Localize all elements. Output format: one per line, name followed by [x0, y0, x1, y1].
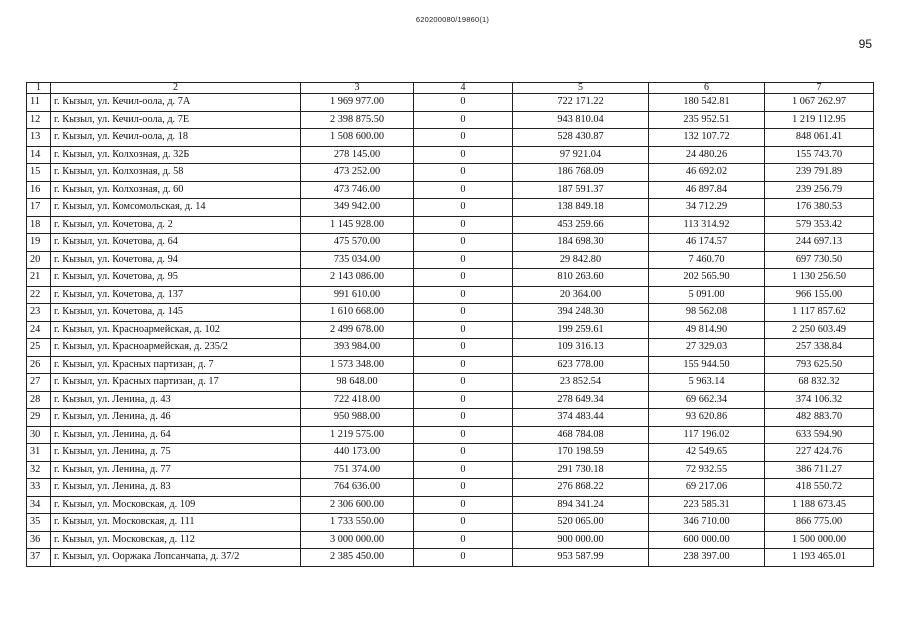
value-cell: 848 061.41	[765, 129, 874, 147]
value-cell: 1 219 112.95	[765, 111, 874, 129]
row-number-cell: 24	[27, 321, 51, 339]
address-cell: г. Кызыл, ул. Красных партизан, д. 7	[51, 356, 301, 374]
address-cell: г. Кызыл, ул. Кочетова, д. 64	[51, 234, 301, 252]
value-cell: 0	[414, 199, 513, 217]
value-cell: 894 341.24	[513, 496, 649, 514]
value-cell: 623 778.00	[513, 356, 649, 374]
address-cell: г. Кызыл, ул. Ленина, д. 64	[51, 426, 301, 444]
value-cell: 5 091.00	[649, 286, 765, 304]
row-number-cell: 18	[27, 216, 51, 234]
table-row	[27, 216, 874, 234]
value-cell: 0	[414, 514, 513, 532]
data-table	[26, 82, 874, 567]
value-cell: 278 649.34	[513, 391, 649, 409]
value-cell: 0	[414, 234, 513, 252]
value-cell: 966 155.00	[765, 286, 874, 304]
value-cell: 346 710.00	[649, 514, 765, 532]
row-number-cell: 32	[27, 461, 51, 479]
value-cell: 138 849.18	[513, 199, 649, 217]
column-header: 5	[513, 83, 649, 94]
value-cell: 0	[414, 146, 513, 164]
value-cell: 440 173.00	[301, 444, 414, 462]
table-row	[27, 164, 874, 182]
value-cell: 69 662.34	[649, 391, 765, 409]
row-number-cell: 27	[27, 374, 51, 392]
address-cell: г. Кызыл, ул. Кечил-оола, д. 18	[51, 129, 301, 147]
column-header: 2	[51, 83, 301, 94]
table-row	[27, 339, 874, 357]
value-cell: 170 198.59	[513, 444, 649, 462]
value-cell: 187 591.37	[513, 181, 649, 199]
value-cell: 600 000.00	[649, 531, 765, 549]
table-header-row	[27, 83, 874, 94]
value-cell: 2 385 450.00	[301, 549, 414, 567]
value-cell: 2 306 600.00	[301, 496, 414, 514]
value-cell: 69 217.06	[649, 479, 765, 497]
row-number-cell: 22	[27, 286, 51, 304]
value-cell: 23 852.54	[513, 374, 649, 392]
row-number-cell: 14	[27, 146, 51, 164]
value-cell: 0	[414, 409, 513, 427]
value-cell: 239 256.79	[765, 181, 874, 199]
value-cell: 1 130 256.50	[765, 269, 874, 287]
address-cell: г. Кызыл, ул. Ленина, д. 77	[51, 461, 301, 479]
value-cell: 0	[414, 444, 513, 462]
table-row	[27, 286, 874, 304]
row-number-cell: 19	[27, 234, 51, 252]
column-header: 3	[301, 83, 414, 94]
address-cell: г. Кызыл, ул. Ленина, д. 43	[51, 391, 301, 409]
address-cell: г. Кызыл, ул. Кочетова, д. 145	[51, 304, 301, 322]
table-row	[27, 111, 874, 129]
value-cell: 793 625.50	[765, 356, 874, 374]
value-cell: 2 143 086.00	[301, 269, 414, 287]
value-cell: 27 329.03	[649, 339, 765, 357]
value-cell: 199 259.61	[513, 321, 649, 339]
value-cell: 0	[414, 479, 513, 497]
row-number-cell: 11	[27, 94, 51, 112]
value-cell: 866 775.00	[765, 514, 874, 532]
value-cell: 0	[414, 111, 513, 129]
address-cell: г. Кызыл, ул. Кочетова, д. 2	[51, 216, 301, 234]
table-row	[27, 356, 874, 374]
value-cell: 1 145 928.00	[301, 216, 414, 234]
table-row	[27, 304, 874, 322]
value-cell: 0	[414, 531, 513, 549]
value-cell: 235 952.51	[649, 111, 765, 129]
table-row	[27, 234, 874, 252]
value-cell: 418 550.72	[765, 479, 874, 497]
address-cell: г. Кызыл, ул. Московская, д. 109	[51, 496, 301, 514]
address-cell: г. Кызыл, ул. Ленина, д. 46	[51, 409, 301, 427]
value-cell: 751 374.00	[301, 461, 414, 479]
row-number-cell: 12	[27, 111, 51, 129]
value-cell: 393 984.00	[301, 339, 414, 357]
value-cell: 0	[414, 181, 513, 199]
page-number: 95	[858, 37, 872, 51]
column-header: 4	[414, 83, 513, 94]
value-cell: 98 648.00	[301, 374, 414, 392]
table-row	[27, 269, 874, 287]
value-cell: 0	[414, 339, 513, 357]
value-cell: 176 380.53	[765, 199, 874, 217]
value-cell: 98 562.08	[649, 304, 765, 322]
address-cell: г. Кызыл, ул. Кочетова, д. 137	[51, 286, 301, 304]
document-id: 620200080/19860(1)	[415, 15, 490, 24]
row-number-cell: 21	[27, 269, 51, 287]
row-number-cell: 36	[27, 531, 51, 549]
value-cell: 238 397.00	[649, 549, 765, 567]
address-cell: г. Кызыл, ул. Колхозная, д. 32Б	[51, 146, 301, 164]
value-cell: 29 842.80	[513, 251, 649, 269]
address-cell: г. Кызыл, ул. Колхозная, д. 58	[51, 164, 301, 182]
value-cell: 132 107.72	[649, 129, 765, 147]
value-cell: 1 508 600.00	[301, 129, 414, 147]
row-number-cell: 20	[27, 251, 51, 269]
row-number-cell: 29	[27, 409, 51, 427]
value-cell: 0	[414, 391, 513, 409]
value-cell: 482 883.70	[765, 409, 874, 427]
value-cell: 0	[414, 321, 513, 339]
value-cell: 46 174.57	[649, 234, 765, 252]
value-cell: 633 594.90	[765, 426, 874, 444]
value-cell: 1 117 857.62	[765, 304, 874, 322]
address-cell: г. Кызыл, ул. Красноармейская, д. 102	[51, 321, 301, 339]
value-cell: 0	[414, 549, 513, 567]
value-cell: 0	[414, 356, 513, 374]
value-cell: 109 316.13	[513, 339, 649, 357]
value-cell: 0	[414, 496, 513, 514]
address-cell: г. Кызыл, ул. Кочетова, д. 95	[51, 269, 301, 287]
value-cell: 0	[414, 286, 513, 304]
value-cell: 34 712.29	[649, 199, 765, 217]
table-row	[27, 549, 874, 567]
value-cell: 0	[414, 164, 513, 182]
value-cell: 46 692.02	[649, 164, 765, 182]
value-cell: 5 963.14	[649, 374, 765, 392]
address-cell: г. Кызыл, ул. Кечил-оола, д. 7А	[51, 94, 301, 112]
value-cell: 0	[414, 94, 513, 112]
value-cell: 722 418.00	[301, 391, 414, 409]
address-cell: г. Кызыл, ул. Ооржака Лопсанчапа, д. 37/2	[51, 549, 301, 567]
value-cell: 468 784.08	[513, 426, 649, 444]
value-cell: 0	[414, 374, 513, 392]
address-cell: г. Кызыл, ул. Комсомольская, д. 14	[51, 199, 301, 217]
value-cell: 0	[414, 461, 513, 479]
value-cell: 1 219 575.00	[301, 426, 414, 444]
address-cell: г. Кызыл, ул. Московская, д. 112	[51, 531, 301, 549]
value-cell: 24 480.26	[649, 146, 765, 164]
column-header: 6	[649, 83, 765, 94]
value-cell: 953 587.99	[513, 549, 649, 567]
row-number-cell: 13	[27, 129, 51, 147]
value-cell: 0	[414, 426, 513, 444]
value-cell: 1 733 550.00	[301, 514, 414, 532]
value-cell: 386 711.27	[765, 461, 874, 479]
value-cell: 900 000.00	[513, 531, 649, 549]
address-cell: г. Кызыл, ул. Колхозная, д. 60	[51, 181, 301, 199]
value-cell: 68 832.32	[765, 374, 874, 392]
value-cell: 1 193 465.01	[765, 549, 874, 567]
value-cell: 1 969 977.00	[301, 94, 414, 112]
table-body	[27, 94, 874, 567]
table-row	[27, 94, 874, 112]
value-cell: 72 932.55	[649, 461, 765, 479]
value-cell: 579 353.42	[765, 216, 874, 234]
value-cell: 2 499 678.00	[301, 321, 414, 339]
value-cell: 239 791.89	[765, 164, 874, 182]
value-cell: 117 196.02	[649, 426, 765, 444]
value-cell: 0	[414, 269, 513, 287]
table-row	[27, 531, 874, 549]
address-cell: г. Кызыл, ул. Красных партизан, д. 17	[51, 374, 301, 392]
value-cell: 93 620.86	[649, 409, 765, 427]
value-cell: 394 248.30	[513, 304, 649, 322]
value-cell: 528 430.87	[513, 129, 649, 147]
table-row	[27, 496, 874, 514]
column-header: 1	[27, 83, 51, 94]
value-cell: 155 944.50	[649, 356, 765, 374]
value-cell: 0	[414, 216, 513, 234]
row-number-cell: 17	[27, 199, 51, 217]
value-cell: 244 697.13	[765, 234, 874, 252]
value-cell: 1 610 668.00	[301, 304, 414, 322]
value-cell: 697 730.50	[765, 251, 874, 269]
row-number-cell: 34	[27, 496, 51, 514]
address-cell: г. Кызыл, ул. Кечил-оола, д. 7Е	[51, 111, 301, 129]
value-cell: 1 500 000.00	[765, 531, 874, 549]
value-cell: 202 565.90	[649, 269, 765, 287]
value-cell: 2 398 875.50	[301, 111, 414, 129]
row-number-cell: 31	[27, 444, 51, 462]
value-cell: 1 067 262.97	[765, 94, 874, 112]
value-cell: 520 065.00	[513, 514, 649, 532]
address-cell: г. Кызыл, ул. Ленина, д. 83	[51, 479, 301, 497]
value-cell: 180 542.81	[649, 94, 765, 112]
value-cell: 184 698.30	[513, 234, 649, 252]
value-cell: 113 314.92	[649, 216, 765, 234]
value-cell: 1 573 348.00	[301, 356, 414, 374]
table-row	[27, 426, 874, 444]
value-cell: 991 610.00	[301, 286, 414, 304]
value-cell: 1 188 673.45	[765, 496, 874, 514]
row-number-cell: 37	[27, 549, 51, 567]
value-cell: 223 585.31	[649, 496, 765, 514]
table-row	[27, 146, 874, 164]
column-header: 7	[765, 83, 874, 94]
value-cell: 42 549.65	[649, 444, 765, 462]
value-cell: 735 034.00	[301, 251, 414, 269]
row-number-cell: 33	[27, 479, 51, 497]
table-row	[27, 461, 874, 479]
value-cell: 349 942.00	[301, 199, 414, 217]
value-cell: 764 636.00	[301, 479, 414, 497]
value-cell: 0	[414, 304, 513, 322]
value-cell: 950 988.00	[301, 409, 414, 427]
address-cell: г. Кызыл, ул. Кочетова, д. 94	[51, 251, 301, 269]
address-cell: г. Кызыл, ул. Ленина, д. 75	[51, 444, 301, 462]
value-cell: 20 364.00	[513, 286, 649, 304]
value-cell: 453 259.66	[513, 216, 649, 234]
value-cell: 291 730.18	[513, 461, 649, 479]
value-cell: 0	[414, 251, 513, 269]
value-cell: 7 460.70	[649, 251, 765, 269]
value-cell: 2 250 603.49	[765, 321, 874, 339]
value-cell: 46 897.84	[649, 181, 765, 199]
value-cell: 97 921.04	[513, 146, 649, 164]
table-row	[27, 181, 874, 199]
value-cell: 49 814.90	[649, 321, 765, 339]
table-row	[27, 409, 874, 427]
value-cell: 0	[414, 129, 513, 147]
value-cell: 155 743.70	[765, 146, 874, 164]
table-row	[27, 321, 874, 339]
value-cell: 186 768.09	[513, 164, 649, 182]
value-cell: 473 252.00	[301, 164, 414, 182]
table-row	[27, 391, 874, 409]
row-number-cell: 35	[27, 514, 51, 532]
value-cell: 473 746.00	[301, 181, 414, 199]
value-cell: 475 570.00	[301, 234, 414, 252]
table-row	[27, 374, 874, 392]
table-row	[27, 199, 874, 217]
value-cell: 374 483.44	[513, 409, 649, 427]
table-row	[27, 129, 874, 147]
table-row	[27, 251, 874, 269]
value-cell: 3 000 000.00	[301, 531, 414, 549]
row-number-cell: 16	[27, 181, 51, 199]
address-cell: г. Кызыл, ул. Красноармейская, д. 235/2	[51, 339, 301, 357]
value-cell: 278 145.00	[301, 146, 414, 164]
table-row	[27, 514, 874, 532]
row-number-cell: 28	[27, 391, 51, 409]
row-number-cell: 25	[27, 339, 51, 357]
value-cell: 374 106.32	[765, 391, 874, 409]
row-number-cell: 30	[27, 426, 51, 444]
row-number-cell: 15	[27, 164, 51, 182]
value-cell: 810 263.60	[513, 269, 649, 287]
value-cell: 257 338.84	[765, 339, 874, 357]
row-number-cell: 23	[27, 304, 51, 322]
address-cell: г. Кызыл, ул. Московская, д. 111	[51, 514, 301, 532]
value-cell: 722 171.22	[513, 94, 649, 112]
value-cell: 276 868.22	[513, 479, 649, 497]
value-cell: 943 810.04	[513, 111, 649, 129]
row-number-cell: 26	[27, 356, 51, 374]
table-row	[27, 479, 874, 497]
table-row	[27, 444, 874, 462]
value-cell: 227 424.76	[765, 444, 874, 462]
